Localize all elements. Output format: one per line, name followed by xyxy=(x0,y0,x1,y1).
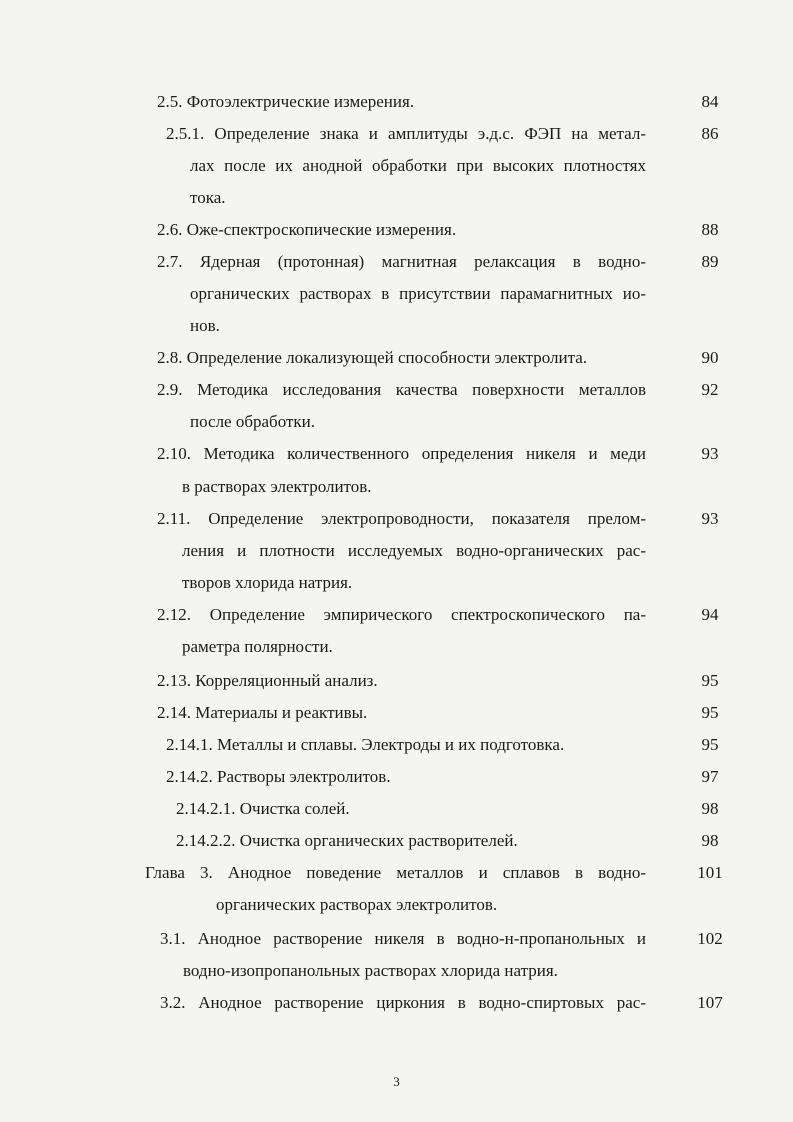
toc-page-number: 98 xyxy=(701,831,719,850)
toc-line: тока. xyxy=(190,188,226,207)
toc-page-number: 107 xyxy=(697,993,723,1012)
toc-line: 2.8. Определение локализующей способности электролита. xyxy=(157,348,588,367)
toc-line: после обработки. xyxy=(190,412,316,431)
toc-page-number: 94 xyxy=(701,605,719,624)
toc-line: 2.14.1. Металлы и сплавы. Электроды и их подготовка. xyxy=(166,735,565,754)
toc-line: 3.2. Анодное растворение циркония в водно-спиртовых рас- xyxy=(160,993,646,1012)
toc-line: раметра полярности. xyxy=(182,637,333,656)
toc-line: 2.10. Методика количественного определения никеля и меди xyxy=(157,444,646,463)
toc-page-number: 88 xyxy=(701,220,719,239)
footer-page-number: 3 xyxy=(393,1074,400,1089)
toc-line: 2.5.1. Определение знака и амплитуды э.д.с. ФЭП на метал- xyxy=(166,124,646,143)
toc-line: 2.12. Определение эмпирического спектроскопического па- xyxy=(157,605,646,624)
toc-line: органических растворах в присутствии парамагнитных ио- xyxy=(190,284,646,303)
toc-line: 3.1. Анодное растворение никеля в водно-н-пропанольных и xyxy=(160,929,646,948)
toc-page-number: 95 xyxy=(701,735,719,754)
toc-page-number: 93 xyxy=(701,444,719,463)
toc-line: 2.9. Методика исследования качества поверхности металлов xyxy=(157,380,646,399)
toc-page-number: 101 xyxy=(697,863,723,882)
toc-line: нов. xyxy=(190,316,220,335)
toc-page-number: 93 xyxy=(701,509,719,528)
toc-page-number: 102 xyxy=(697,929,723,948)
toc-line: 2.6. Оже-спектроскопические измерения. xyxy=(157,220,457,239)
toc-page-number: 95 xyxy=(701,703,719,722)
toc-page-number: 86 xyxy=(701,124,719,143)
toc-line: 2.14. Материалы и реактивы. xyxy=(157,703,368,722)
toc-line: лах после их анодной обработки при высоких плотностях xyxy=(190,156,646,175)
toc-line: 2.14.2.2. Очистка органических растворителей. xyxy=(176,831,518,850)
toc-line: водно-изопропанольных растворах хлорида натрия. xyxy=(183,961,558,980)
toc-line: Глава 3. Анодное поведение металлов и сплавов в водно- xyxy=(145,863,646,882)
toc-line: 2.7. Ядерная (протонная) магнитная релаксация в водно- xyxy=(157,252,646,271)
toc-page-number: 98 xyxy=(701,799,719,818)
toc-page-number: 97 xyxy=(701,767,719,786)
toc-line: 2.14.2.1. Очистка солей. xyxy=(176,799,350,818)
toc-line: 2.14.2. Растворы электролитов. xyxy=(166,767,391,786)
toc-page-number: 92 xyxy=(701,380,719,399)
toc-page-number: 95 xyxy=(701,671,719,690)
toc-line: ления и плотности исследуемых водно-органических рас- xyxy=(182,541,646,560)
toc-line: органических растворах электролитов. xyxy=(216,895,498,914)
toc-line: 2.5. Фотоэлектрические измерения. xyxy=(157,92,415,111)
toc-page-number: 84 xyxy=(701,92,719,111)
toc-page-number: 89 xyxy=(701,252,719,271)
toc-line: 2.11. Определение электропроводности, показателя прелом- xyxy=(157,509,646,528)
toc-line: в растворах электролитов. xyxy=(182,477,372,496)
toc-line: 2.13. Корреляционный анализ. xyxy=(157,671,378,690)
toc-line: творов хлорида натрия. xyxy=(182,573,353,592)
toc-page-number: 90 xyxy=(701,348,719,367)
